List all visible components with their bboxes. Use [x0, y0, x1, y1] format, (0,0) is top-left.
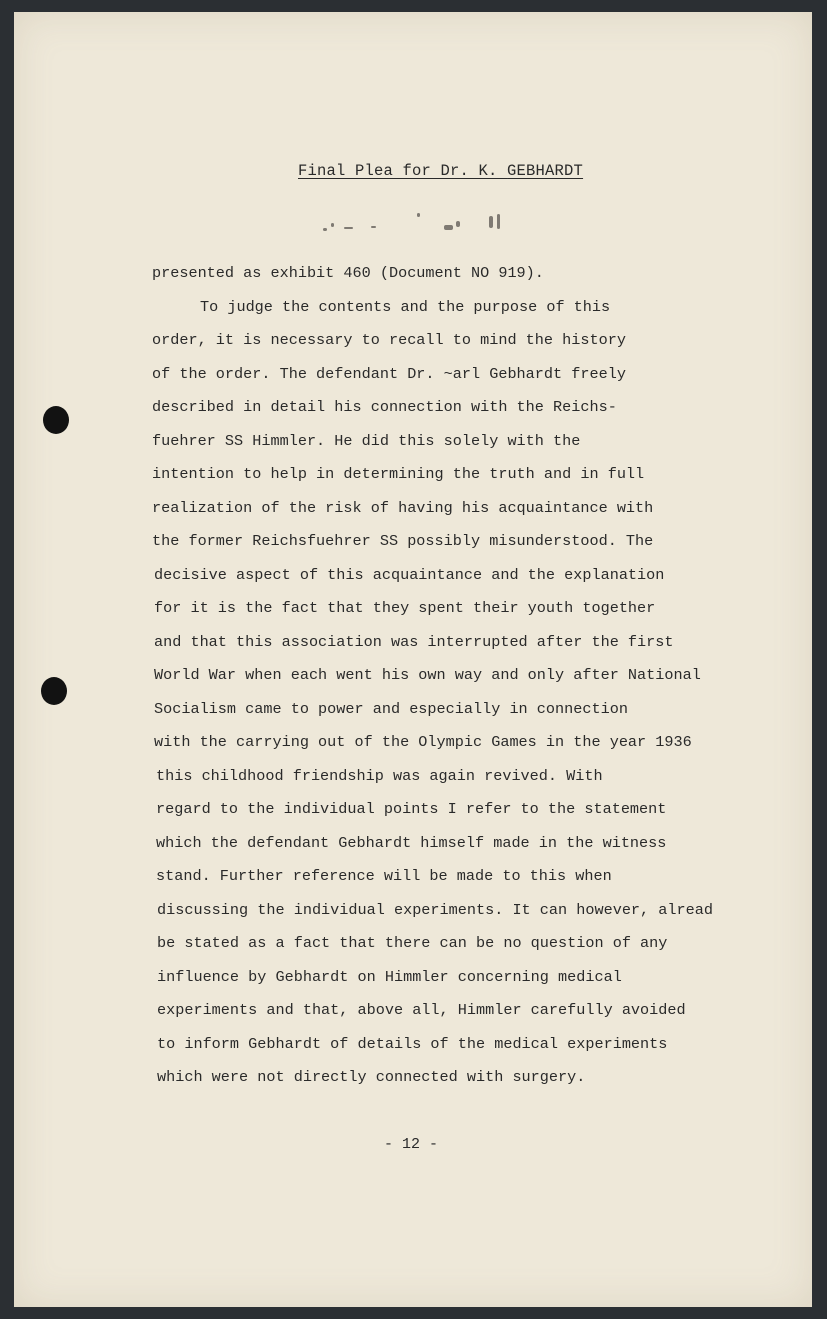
- text-line-14: Socialism came to power and especially in connection: [154, 699, 628, 718]
- text-line-18: which the defendant Gebhardt himself made in the witness: [156, 833, 667, 852]
- text-line-13: World War when each went his own way and only after National: [154, 666, 701, 684]
- text-line-21: be stated as a fact that there can be no question of any: [157, 934, 668, 952]
- illegible-faded-line: [309, 210, 504, 240]
- body-text: [152, 257, 792, 1095]
- page-number: - 12 -: [384, 1136, 439, 1153]
- title-prefix: Final Plea for Dr. K.: [298, 162, 508, 180]
- text-line-8: realization of the risk of having his acquaintance with: [152, 498, 654, 517]
- text-line-16: this childhood friendship was again revived. With: [156, 766, 603, 785]
- title-name: GEBHARDT: [507, 162, 584, 180]
- text-line-20: discussing the individual experiments. It can however, alread: [157, 900, 713, 919]
- text-line-3: order, it is necessary to recall to mind the history: [152, 331, 626, 349]
- text-line-12: and that this association was interrupted after the first: [154, 632, 674, 651]
- punch-hole-bottom: [41, 677, 67, 705]
- punch-hole-top: [43, 406, 69, 434]
- text-line-7: intention to help in determining the truth and in full: [152, 465, 645, 483]
- text-line-9: the former Reichsfuehrer SS possibly misunderstood. The: [152, 532, 654, 550]
- text-line-5: described in detail his connection with the Reichs-: [152, 398, 617, 416]
- text-line-4: of the order. The defendant Dr. ~arl Gebhardt freely: [152, 364, 626, 383]
- text-line-11: for it is the fact that they spent their youth together: [154, 599, 656, 617]
- text-line-10: decisive aspect of this acquaintance and the explanation: [154, 565, 665, 584]
- text-line-2: To judge the contents and the purpose of this: [200, 297, 611, 316]
- text-line-15: with the carrying out of the Olympic Games in the year 1936: [154, 733, 692, 751]
- text-line-1: presented as exhibit 460 (Document NO 919).: [152, 264, 544, 282]
- text-line-25: which were not directly connected with surgery.: [157, 1068, 586, 1086]
- text-line-22: influence by Gebhardt on Himmler concerning medical: [157, 967, 622, 986]
- text-line-24: to inform Gebhardt of details of the medical experiments: [157, 1034, 668, 1053]
- page-title: [298, 162, 583, 180]
- text-line-17: regard to the individual points I refer to the statement: [156, 800, 667, 818]
- text-line-19: stand. Further reference will be made to this when: [156, 867, 612, 885]
- text-line-23: experiments and that, above all, Himmler carefully avoided: [157, 1001, 686, 1019]
- document-page: [14, 12, 812, 1307]
- text-line-6: fuehrer SS Himmler. He did this solely with the: [152, 431, 581, 450]
